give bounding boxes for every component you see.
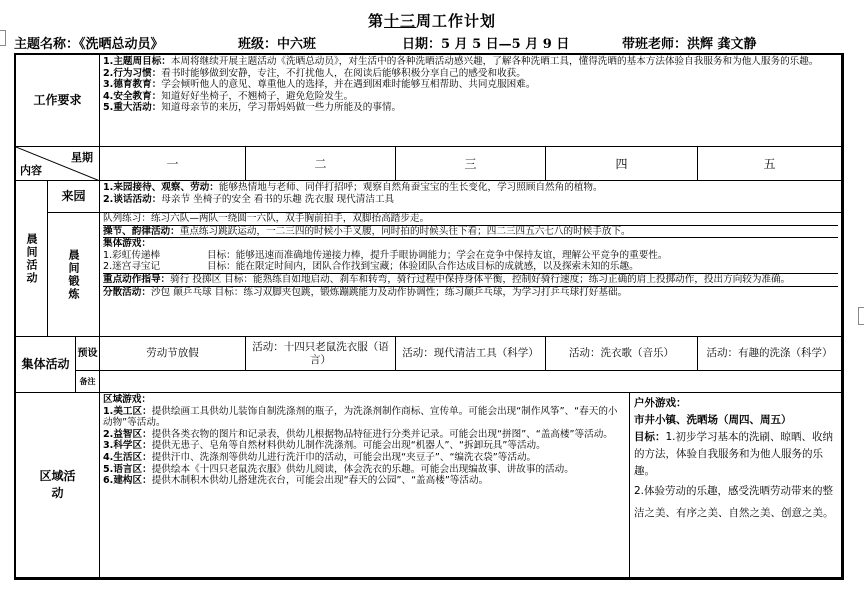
area-item-language: 5.语言区：提供绘本《十四只老鼠洗衣服》供幼儿阅读，体会洗衣的乐趣。可能会出现编故事、讲故事的活动。 xyxy=(103,463,574,475)
requirement-item-2: 2.行为习惯：看书时能够做到安静，专注，不打扰他人，在阅读后能够积极分享自己的感受和收获。 xyxy=(103,67,526,79)
group-activity-tuesday: 活动：十四只老鼠洗衣服（语言） xyxy=(246,337,396,371)
note-label: 备注 xyxy=(76,371,100,393)
weekday-thursday: 四 xyxy=(546,147,698,181)
arrival-content xyxy=(100,181,842,213)
area-item-art: 1.美工区：提供绘画工具供幼儿装饰自制洗涤剂的瓶子，为洗涤剂制作商标、宣传单。可能会出现“制作风筝”、“春天的小动物”等活动。 xyxy=(103,405,618,429)
area-item-life: 4.生活区：提供汗巾、洗涤剂等供幼儿进行洗汗巾的活动，可能会出现“夹豆子”、“编洗衣袋”等活动。 xyxy=(103,451,537,463)
morning-exercise-content xyxy=(100,213,842,337)
game-rainbow-relay: 1.彩虹传递棒 目标：能够迅速而准确地传递接力棒，提升手眼协调能力；学会在竞争中保持友谊，理解公平竞争的重要性。 xyxy=(103,249,668,261)
group-games-title: 集体游戏： xyxy=(103,238,151,250)
title-week-number: 十三 xyxy=(383,12,416,30)
outdoor-games-name: 市井小镇、洗晒场（周四、周五） xyxy=(634,414,792,426)
weekday-corner-cell xyxy=(16,147,100,181)
area-item-science: 3.科学区：提供无患子、皂角等自然材料供幼儿制作洗涤剂。可能会出现“机器人”、“拆卸玩具”等活动。 xyxy=(103,440,546,452)
weekday-monday: 一 xyxy=(100,147,246,181)
focus-action-block: 重点动作指导：骑行 投掷区 目标：能熟练自如地启动、刹车和转弯，骑行过程中保持身体平衡，控制好骑行速度；练习正确的肩上投掷动作，投出方向较为准确。 xyxy=(103,274,838,287)
group-games-block xyxy=(103,238,838,274)
outdoor-goal-1: 目标：1.初步学习基本的洗刷、晾晒、收纳的方法，体验自我服务和为他人服务的乐趣。 xyxy=(634,431,834,477)
outdoor-games-title: 户外游戏： xyxy=(634,397,687,409)
teacher-names: 带班老师：洪辉 龚文静 xyxy=(622,37,757,52)
requirement-item-3: 3.德育教育：学会倾听他人的意见、尊重他人的选择，并在遇到困难时能够互相帮助、共同克服困难。 xyxy=(103,79,536,91)
theme-name: 主题名称：《洗晒总动员》 xyxy=(14,37,164,52)
note-content xyxy=(100,371,842,393)
requirement-item-5: 5.重大活动：知道母亲节的来历，学习帮妈妈做一些力所能及的事情。 xyxy=(103,102,402,114)
group-activity-monday: 劳动节放假 xyxy=(100,337,246,371)
outdoor-games-content xyxy=(630,393,842,578)
title-suffix: 周工作计划 xyxy=(416,12,497,30)
plan-meta-row xyxy=(14,33,844,51)
requirement-item-4: 4.安全教育：知道好好坐椅子，不翘椅子，避免危险发生。 xyxy=(103,90,354,102)
arrival-label: 来园 xyxy=(48,181,100,213)
title-prefix: 第 xyxy=(367,12,384,30)
weekday-tuesday: 二 xyxy=(246,147,396,181)
queue-practice-line: 队列练习：练习六队—两队一绕圆一六队，双手胸前拍手，双脚抬高踏步走。 xyxy=(103,213,838,226)
split-activity-line: 分散活动：沙包 颠乒乓球 目标：练习双脚夹包跳，锻炼蹦跳能力及动作协调性；练习颠乒乓球，为学习打乒乓球打好基础。 xyxy=(103,286,628,298)
area-games-title: 区域游戏： xyxy=(103,394,151,405)
area-games-content xyxy=(100,393,630,578)
class-name: 班级：中六班 xyxy=(238,37,317,52)
weekday-friday: 五 xyxy=(698,147,842,181)
weekly-plan-table xyxy=(14,53,844,580)
group-activity-friday: 活动：有趣的洗涤（科学） xyxy=(698,337,842,371)
left-edge-marker xyxy=(0,30,6,46)
corner-weekday-label: 星期 xyxy=(71,151,93,164)
morning-exercise-label: 晨间锻炼 xyxy=(48,213,100,337)
preset-label: 预设 xyxy=(76,337,100,371)
game-maze-treasure: 2.迷宫寻宝记 目标：能在限定时间内，团队合作找到宝藏；体验团队合作达成目标的成就感，以及探索未知的乐趣。 xyxy=(103,261,639,273)
requirement-item-1: 1.主题周目标：本周将继续开展主题活动《洗晒总动员》，对生活中的各种洗晒活动感兴趣，了解各种洗晒工具，懂得洗晒的基本方法体验自我服务和为他人服务的乐趣。 xyxy=(103,56,819,67)
date-range: 日期：5 月 5 日—5 月 9 日 xyxy=(402,37,570,52)
area-activity-label: 区域活动 xyxy=(16,393,100,578)
morning-activity-label: 晨间活动 xyxy=(16,181,48,337)
page-title xyxy=(0,10,864,31)
requirements-content xyxy=(100,55,842,147)
weekday-wednesday: 三 xyxy=(396,147,546,181)
group-activity-wednesday: 活动：现代清洁工具（科学） xyxy=(396,337,546,371)
area-item-puzzle: 2.益智区：提供各类衣物的图片和记录表，供幼儿根据物品特征进行分类并记录。可能会出现“拼图”、“盖高楼”等活动。 xyxy=(103,428,613,440)
requirements-label: 工作要求 xyxy=(16,55,100,147)
arrival-talk-line: 2.谈话活动：母亲节 坐椅子的安全 看书的乐趣 洗衣服 现代清洁工具 xyxy=(103,193,395,205)
corner-content-label: 内容 xyxy=(20,164,42,177)
group-activity-thursday: 活动：洗衣歌（音乐） xyxy=(546,337,698,371)
rhythm-activity-line: 操节、韵律活动：重点练习跳跃运动，一二三四的时候小手叉腰，同时拍的时候头往下看；四二三四五六七八的时候手放下。 xyxy=(103,226,838,239)
area-item-construction: 6.建构区：提供木制积木供幼儿搭建洗衣台，可能会出现“春天的公园”、“盖高楼”等活动。 xyxy=(103,475,489,487)
outdoor-goal-2: 2.体验劳动的乐趣，感受洗晒劳动带来的整洁之美、有序之美、自然之美、创意之美。 xyxy=(634,485,834,519)
right-edge-marker xyxy=(858,307,864,325)
arrival-reception-line: 1.来园接待、观察、劳动：能够热情地与老师、同伴打招呼；观察自然角蚕宝宝的生长变化，学习照顾自然角的植物。 xyxy=(103,182,603,193)
group-activity-label: 集体活动 xyxy=(16,337,76,393)
